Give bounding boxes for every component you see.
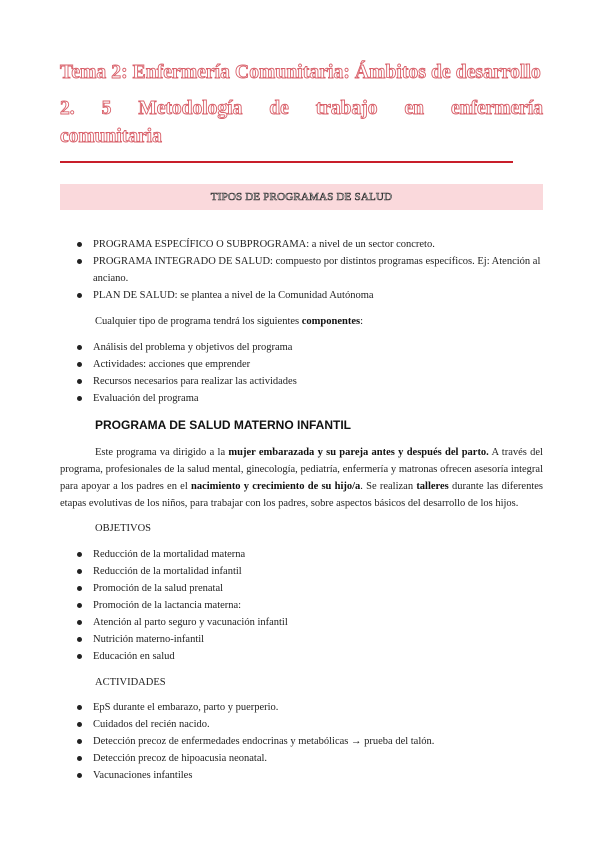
bullet-icon [77,756,82,761]
list-item: Recursos necesarios para realizar las actividades [77,373,543,390]
bullet-icon [77,259,82,264]
list-item: Detección precoz de hipoacusia neonatal. [77,750,543,767]
bullet-icon [77,637,82,642]
bullet-icon [77,603,82,608]
list-item: Detección precoz de enfermedades endocrinas y metabólicas → prueba del talón. [77,733,543,750]
components-intro: Cualquier tipo de programa tendrá los siguientes componentes: [95,316,364,327]
activities-label: ACTIVIDADES [95,677,166,688]
list-item: Análisis del problema y objetivos del programa [77,339,543,356]
list-item: Actividades: acciones que emprender [77,356,543,373]
list-item: Evaluación del programa [77,390,543,407]
section-banner [60,184,543,210]
list-item: Promoción de la salud prenatal [77,580,543,597]
banner-label: TIPOS DE PROGRAMAS DE SALUD [210,191,393,203]
bullet-icon [77,773,82,778]
list-item: Cuidados del recién nacido. [77,716,543,733]
list-item: Atención al parto seguro y vacunación infantil [77,614,543,631]
bullet-icon [77,362,82,367]
list-item: PROGRAMA ESPECÍFICO O SUBPROGRAMA: a nivel de un sector concreto. [77,236,543,253]
list-item: Reducción de la mortalidad infantil [77,563,543,580]
bullet-icon [77,293,82,298]
section-title [60,95,543,151]
bullet-icon [77,739,82,744]
document-title: Tema 2: Enfermería Comunitaria: Ámbitos de desarrollo [60,62,541,83]
bullet-icon [77,552,82,557]
objectives-label: OBJETIVOS [95,523,152,534]
bullet-icon [77,620,82,625]
bullet-icon [77,242,82,247]
section-title-line1: 2. 5 Metodología de trabajo en enfermería [60,98,543,119]
title-divider [60,161,513,163]
section-title-line2: comunitaria [60,126,162,147]
activities-list [77,699,543,784]
list-item: Vacunaciones infantiles [77,767,543,784]
list-item: Reducción de la mortalidad materna [77,546,543,563]
bullet-icon [77,379,82,384]
list-item: EpS durante el embarazo, parto y puerperio. [77,699,543,716]
bullet-icon [77,705,82,710]
bullet-icon [77,722,82,727]
list-item: PROGRAMA INTEGRADO DE SALUD: compuesto por distintos programas específicos. Ej: Atención al anciano. [77,253,543,287]
list-item: PLAN DE SALUD: se plantea a nivel de la Comunidad Autónoma [77,287,543,304]
maternal-program-heading: PROGRAMA DE SALUD MATERNO INFANTIL [95,418,351,432]
objectives-list [77,546,543,665]
bullet-icon [77,345,82,350]
bullet-icon [77,396,82,401]
list-item: Educación en salud [77,648,543,665]
maternal-program-paragraph: Este programa va dirigido a la mujer embarazada y su pareja antes y después del parto. A través del programa, profesionales de la salud mental, ginecología, pediatría, enfermería y matronas ofrecen asesoría integral para apoyar a los padres en el nacimiento y crecimiento de su hijo/a. Se realizan talleres durante las diferentes etapas evolutivas de los niños, para trabajar con los padres, sobre aspectos básicos del desarrollo de los hijos. [60,447,543,509]
components-list [77,339,543,407]
program-types-list [77,236,543,304]
bullet-icon [77,654,82,659]
bullet-icon [77,569,82,574]
list-item: Promoción de la lactancia materna: [77,597,543,614]
bullet-icon [77,586,82,591]
list-item: Nutrición materno-infantil [77,631,543,648]
